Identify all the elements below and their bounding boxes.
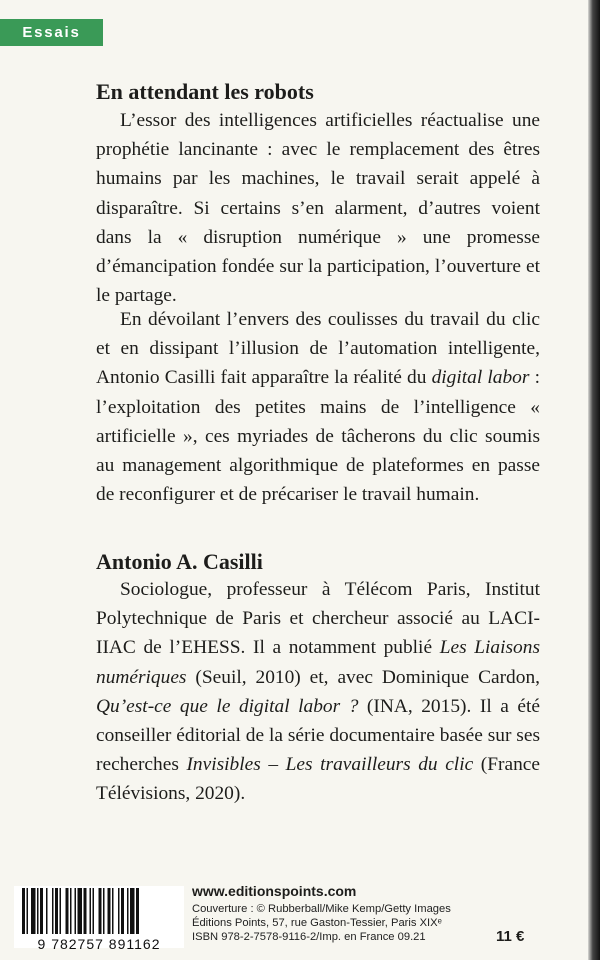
barcode-bar: [93, 888, 95, 934]
barcode-bar: [84, 888, 87, 934]
barcode-bar: [99, 888, 102, 934]
barcode-bar: [46, 888, 48, 934]
price: 11 €: [496, 928, 525, 945]
barcode-bar: [78, 888, 83, 934]
credits-block: [192, 902, 492, 944]
barcode-bar: [121, 888, 124, 934]
author-bio-part-3: (INA, 2015). Il a été conseiller éditorial de la série documentaire basée sur ses recherches: [96, 695, 540, 776]
cover-credit: Couverture : © Rubberball/Mike Kemp/Getty Images: [192, 903, 451, 915]
barcode-bar: [103, 888, 105, 934]
publisher-address: Éditions Points, 57, rue Gaston-Tessier, Paris XIXᵉ: [192, 917, 442, 929]
author-name: Antonio A. Casilli: [96, 549, 263, 574]
barcode-bar: [118, 888, 120, 934]
category-badge: Essais: [0, 19, 103, 46]
book-title-liaisons: Les Liaisons numériques: [96, 637, 540, 688]
isbn-barcode: [14, 886, 184, 952]
barcode-bar: [60, 888, 62, 934]
barcode-bar: [27, 888, 29, 934]
barcode-bars: [14, 886, 184, 936]
author-bio-part-4: (France Télévisions, 2020).: [96, 754, 540, 805]
barcode-bar: [90, 888, 92, 934]
author-bio: [96, 575, 540, 809]
barcode-bar: [22, 888, 25, 934]
summary-paragraph-1: L’essor des intelligences artificielles réactualise une prophétie lancinante : avec le remplacement des êtres humains par les machines, le travail serait appelé à disparaître. Si certains s’en alarment, d’autres voient dans la « disruption numérique » une promesse d’émancipation fondée sur la participation, l’ouverture et le partage.: [96, 110, 540, 307]
book-title-digital-labor: Qu’est-ce que le digital labor ?: [96, 695, 359, 717]
summary-paragraph-2-part-a: En dévoilant l’envers des coulisses du travail du clic et en dissipant l’illusion de l’automation intelligente, Antonio Casilli fait apparaître la réalité du: [96, 309, 540, 389]
isbn-line: ISBN 978-2-7578-9116-2/Imp. en France 09.21: [192, 931, 426, 943]
barcode-bar: [136, 888, 139, 934]
summary-paragraph-2: [96, 305, 540, 509]
digital-labor-term: digital labor: [431, 367, 530, 389]
barcode-bar: [37, 888, 39, 934]
barcode-bar: [70, 888, 72, 934]
barcode-bar: [40, 888, 43, 934]
barcode-bar: [112, 888, 114, 934]
barcode-bar: [52, 888, 54, 934]
barcode-bar: [130, 888, 135, 934]
summary-paragraph-2-part-b: : l’exploitation des petites mains de l’intelligence « artificielle », ces myriades de tâcherons du clic soumis au management algorithmique de plateformes en passe de reconfigurer et de précariser le travail humain.: [96, 367, 540, 506]
section-title: En attendant les robots: [96, 79, 314, 104]
barcode-bar: [55, 888, 58, 934]
barcode-bar: [127, 888, 129, 934]
barcode-digits: 9 782757 891162: [37, 936, 161, 952]
barcode-bar: [108, 888, 111, 934]
book-spine: [588, 0, 600, 960]
author-bio-part-2: (Seuil, 2010) et, avec Dominique Cardon,: [186, 666, 540, 688]
publisher-url: www.editionspoints.com: [192, 883, 357, 899]
barcode-bar: [75, 888, 77, 934]
barcode-bar: [66, 888, 69, 934]
series-title-invisibles: Invisibles – Les travailleurs du clic: [186, 754, 474, 776]
barcode-bar: [31, 888, 36, 934]
author-bio-part-1: Sociologue, professeur à Télécom Paris, Institut Polytechnique de Paris et chercheur associé au LACI-IIAC de l’EHESS. Il a notamment publié: [96, 579, 540, 659]
